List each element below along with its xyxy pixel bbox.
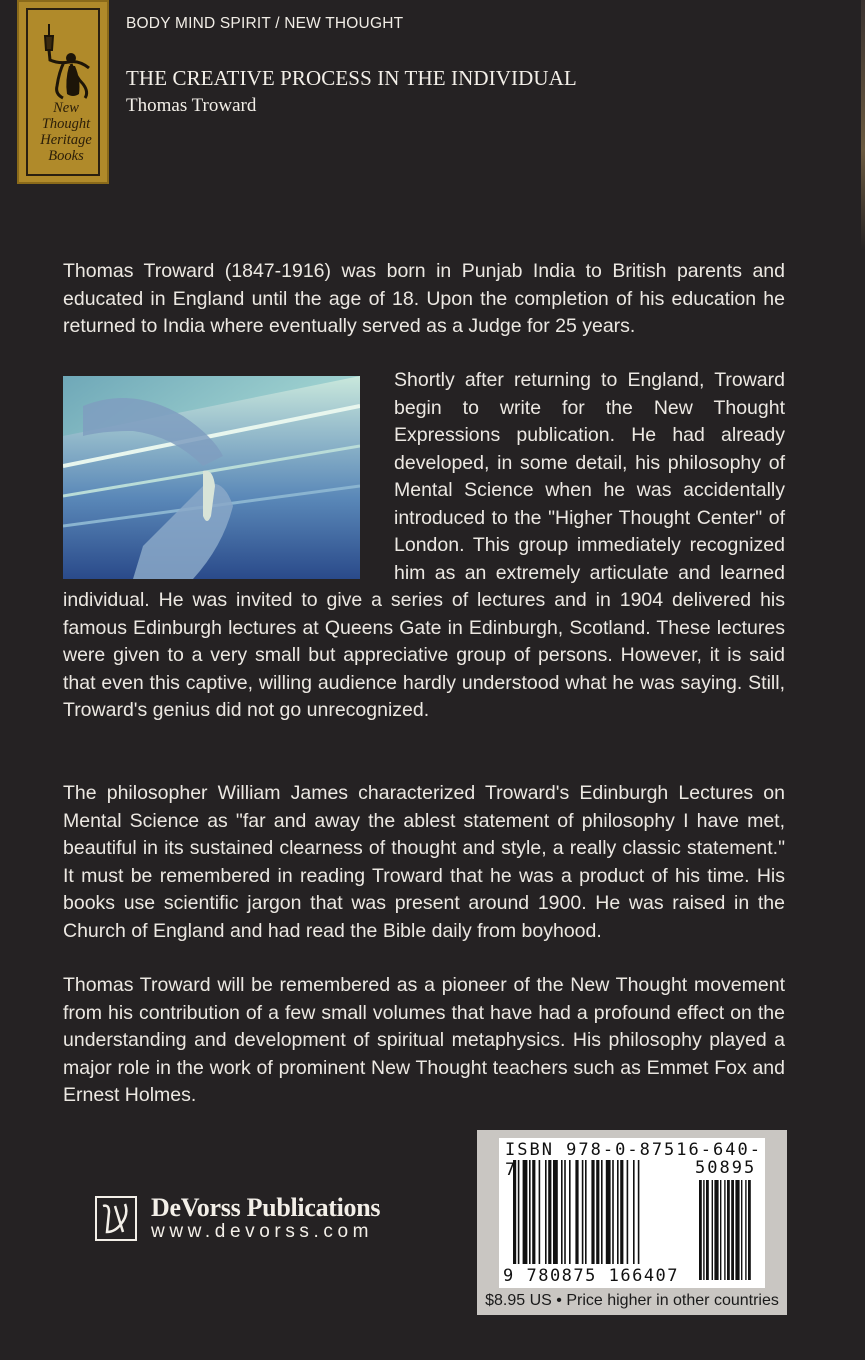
addon-bar: [741, 1180, 742, 1280]
isbn-text: ISBN 978-0-87516-640-7: [505, 1140, 762, 1180]
addon-bar: [720, 1180, 721, 1280]
book-author: Thomas Troward: [126, 95, 257, 116]
publisher-url: www.devorss.com: [151, 1221, 374, 1242]
book-title: THE CREATIVE PROCESS IN THE INDIVIDUAL: [126, 66, 577, 90]
price-label: $8.95 US • Price higher in other countries: [485, 1292, 779, 1309]
blurb-paragraph-1: Thomas Troward (1847-1916) was born in Punjab India to British parents and educated in England until the age of 18. Upon the completion of his education he returned to India where eventually served as a Judge for 25 years.: [63, 260, 785, 337]
addon-code: 50895: [695, 1158, 757, 1178]
spine-edge: [861, 0, 865, 250]
addon-bar: [727, 1180, 730, 1280]
addon-bar: [724, 1180, 725, 1280]
addon-bar: [731, 1180, 734, 1280]
devorss-logo-icon: [95, 1196, 137, 1241]
barcode-box: [477, 1130, 787, 1315]
blurb-paragraph-2: Shortly after returning to England, Troward begin to write for the New Thought Expressions publication. He had already developed, in some detail, his philosophy of Mental Science when he was accidentally introduced to the "Higher Thought Center" of London. This group immediately recognized him as an extremely articulate and learned individual. He was invited to give a series of lectures and in 1904 delivered his famous Edinburgh lectures at Queens Gate in Edinburgh, Scotland. These lectures were given to a very small but appreciative group of persons. However, it is said that even this captive, willing audience hardly understood what he was saying. Still, Troward's genius did not go unrecognized.: [63, 369, 785, 721]
blurb-paragraph-4: Thomas Troward will be remembered as a pioneer of the New Thought movement from his contribution of a few small volumes that have had a profound effect on the understanding and development of spiritual metaphysics. His philosophy played a major role in the work of prominent New Thought teachers such as Emmet Fox and Ernest Holmes.: [63, 974, 785, 1106]
addon-bar: [714, 1180, 718, 1280]
addon-bar: [748, 1180, 751, 1280]
addon-bar: [735, 1180, 739, 1280]
addon-bar: [712, 1180, 713, 1280]
barcode: [499, 1138, 765, 1288]
category-label: BODY MIND SPIRIT / NEW THOUGHT: [126, 15, 404, 32]
blurb-paragraph-3: The philosopher William James characterized Troward's Edinburgh Lectures on Mental Science as "far and away the ablest statement of philosophy I have met, beautiful in its sustained clearness of thought and style, a really classic statement." It must be remembered in reading Troward that he was a product of his time. His books use scientific jargon that was present around 1900. He was raised in the Church of England and had read the Bible daily from boyhood.: [63, 782, 785, 942]
addon-bar: [706, 1180, 709, 1280]
publisher-name: DeVorss Publications: [151, 1193, 381, 1222]
series-logo: [17, 0, 109, 184]
blurb-paragraph-2-block: [63, 367, 785, 725]
pottery-wheel-photo: [63, 376, 360, 579]
ean-number: 9 780875 166407: [503, 1266, 680, 1286]
addon-bar: [703, 1180, 704, 1280]
addon-bar: [745, 1180, 746, 1280]
series-logo-text: New Thought Heritage Books: [40, 100, 92, 164]
addon-bar: [699, 1180, 702, 1280]
